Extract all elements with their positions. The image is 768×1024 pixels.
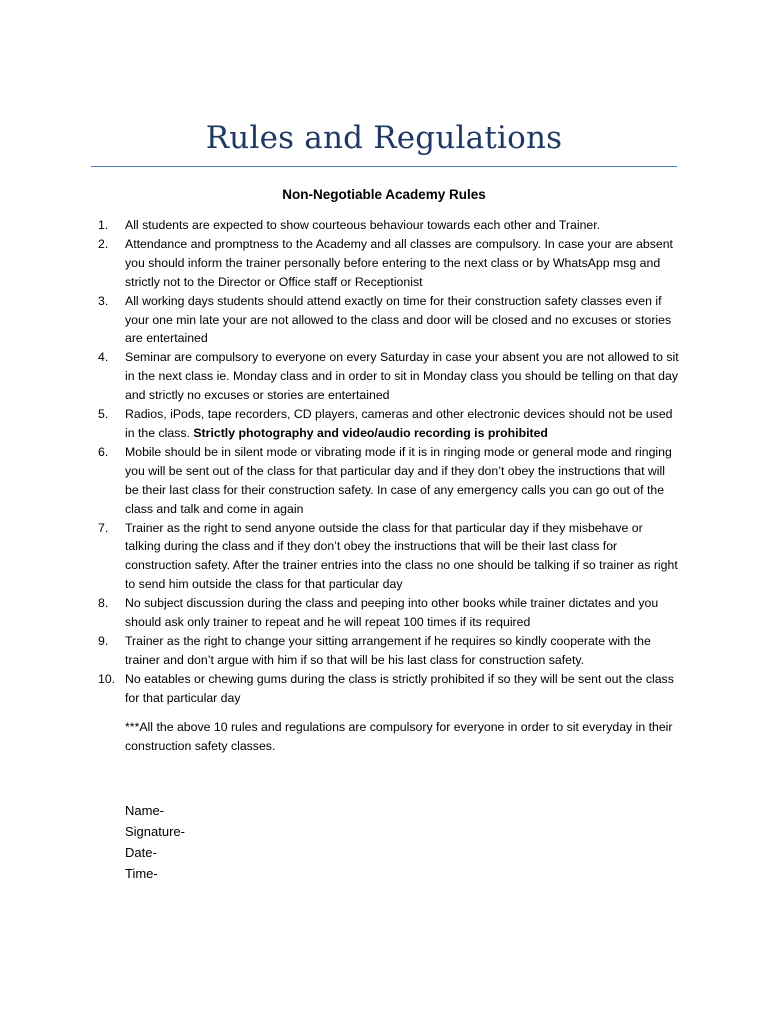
- rule-item-8: [98, 594, 680, 632]
- rule-text: Trainer as the right to send anyone outside the class for that particular day if they misbehave or talking during the class and if they don’t obey the instructions that will be their last class for construction safety. After the trainer entries into the class no one should be talking if so trainer as right to send him outside the class for that particular day: [125, 520, 678, 592]
- rule-text: Seminar are compulsory to everyone on every Saturday in case your absent you are not allowed to sit in the next class ie. Monday class and in order to sit in Monday class you should be telling on that day and strictly no excuses or stories are entertained: [125, 350, 679, 403]
- rule-number: 4.: [98, 350, 109, 365]
- rule-number: 5.: [98, 407, 109, 422]
- signature-fields: [125, 800, 185, 884]
- rule-text: All working days students should attend exactly on time for their construction safety classes even if your one min late your are not allowed to the class and door will be closed and no excuses or stories are entertained: [125, 293, 672, 346]
- page-title: Rules and Regulations: [205, 120, 563, 156]
- rule-item-6: [98, 443, 680, 519]
- rule-number: 2.: [98, 236, 109, 251]
- rule-item-2: [98, 235, 680, 292]
- rule-item-5: [98, 405, 680, 443]
- time-field-label: Time-: [125, 866, 158, 881]
- date-field-label: Date-: [125, 845, 157, 860]
- rule-item-10: [98, 670, 680, 708]
- rule-number: 9.: [98, 633, 109, 648]
- rules-list: [98, 216, 680, 708]
- rule-item-9: [98, 632, 680, 670]
- rule-number: 7.: [98, 520, 109, 535]
- rule-text: Attendance and promptness to the Academy and all classes are compulsory. In case your are absent you should inform the trainer personally before entering to the next class or by WhatsApp msg and strictly not to the Director or Office staff or Receptionist: [125, 236, 673, 289]
- rule-text: Radios, iPods, tape recorders, CD players, cameras and other electronic devices should not be used in the class.: [125, 407, 673, 440]
- rule-item-7: [98, 519, 680, 595]
- section-subtitle: Non-Negotiable Academy Rules: [282, 187, 486, 202]
- rule-number: 1.: [98, 218, 109, 232]
- rule-number: 8.: [98, 596, 109, 611]
- compulsory-note: ***All the above 10 rules and regulations are compulsory for everyone in order to sit everyday in their construction safety classes.: [125, 720, 673, 753]
- rule-text: All students are expected to show courteous behaviour towards each other and Trainer.: [125, 218, 601, 232]
- rule-number: 3.: [98, 293, 109, 308]
- rule-text: No subject discussion during the class and peeping into other books while trainer dictates and you should ask only trainer to repeat and he will repeat 100 times if its required: [125, 596, 659, 630]
- name-field-label: Name-: [125, 803, 165, 818]
- rule-text: Mobile should be in silent mode or vibrating mode if it is in ringing mode or general mode and ringing you will be sent out of the class for that particular day and if they don’t obey the instructions that will be their last class for their construction safety. In case of any emergency calls you can go out of the class and talk and come in again: [125, 444, 672, 516]
- title-underline: [91, 166, 677, 167]
- rule-number: 6.: [98, 444, 109, 459]
- signature-field-label: Signature-: [125, 824, 185, 839]
- rule-text: Trainer as the right to change your sitting arrangement if he requires so kindly cooperate with the trainer and don’t argue with him if so that will be his last class for construction safety.: [125, 633, 651, 667]
- rule-item-4: [98, 348, 680, 405]
- rule-bold-text: Strictly photography and video/audio recording is prohibited: [193, 425, 548, 440]
- rule-number: 10.: [98, 671, 116, 686]
- rule-item-3: [98, 292, 680, 349]
- rule-text: No eatables or chewing gums during the class is strictly prohibited if so they will be sent out the class for that particular day: [125, 671, 674, 705]
- rule-item-1: [98, 216, 680, 235]
